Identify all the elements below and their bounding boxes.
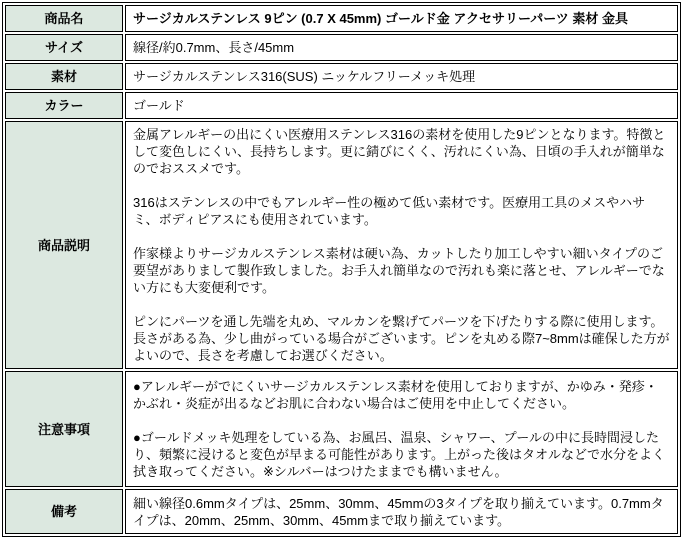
paragraph: 作家様よりサージカルステンレス素材は硬い為、カットしたり加工しやすい細いタイプのご要望がありまして製作致しました。お手入れ簡単なので汚れも楽に落とせ、アレルギーでない方にも大変便利です。 [133, 246, 665, 295]
paragraph: 細い線径0.6mmタイプは、25mm、30mm、45mmの3タイプを取り揃えています。0.7mmタイプは、20mm、25mm、30mm、45mmまで取り揃えています。 [133, 495, 664, 528]
paragraph: サージカルステンレス 9ピン (0.7 X 45mm) ゴールド金 アクセサリーパーツ 素材 金具 [133, 11, 629, 26]
row-value-description [125, 121, 678, 369]
row-value-color [125, 92, 678, 119]
paragraph: 金属アレルギーの出にくい医療用ステンレス316の素材を使用した9ピンとなります。特徴として変色しにくい、長持ちします。更に錆びにくく、汚れにくい為、日頃の手入れが簡単なのでおススメです。 [133, 127, 666, 176]
paragraph: ピンにパーツを通し先端を丸め、マルカンを繋げてパーツを下げたりする際に使用します。長さがある為、少し曲がっている場合がございます。ピンを丸める際7~8mmは確保した方がよいので、長さを考慮してお選びください。 [133, 314, 670, 363]
row-header-remarks: 備考 [5, 489, 123, 534]
row-header-cautions: 注意事項 [5, 371, 123, 487]
table-row-description [5, 121, 678, 369]
paragraph: ゴールド [133, 98, 185, 113]
table-row-remarks [5, 489, 678, 534]
row-header-material: 素材 [5, 63, 123, 90]
table-row-material [5, 63, 678, 90]
table-row-cautions [5, 371, 678, 487]
row-value-cautions [125, 371, 678, 487]
paragraph: サージカルステンレス316(SUS) ニッケルフリーメッキ処理 [133, 69, 476, 84]
row-header-description: 商品説明 [5, 121, 123, 369]
paragraph: ●ゴールドメッキ処理をしている為、お風呂、温泉、シャワー、プールの中に長時間浸したり、頻繁に浸けると変色が早まる可能性があります。上がった後はタオルなどで水分をよく拭き取ってください。※シルバーはつけたままでも構いません。 [133, 430, 665, 479]
paragraph: 316はステンレスの中でもアレルギー性の極めて低い素材です。医療用工具のメスやハサミ、ボディピアスにも使用されています。 [133, 195, 646, 227]
product-spec-table [2, 2, 681, 537]
table-row-size [5, 34, 678, 61]
row-value-size [125, 34, 678, 61]
table-row-product-name [5, 5, 678, 32]
row-value-remarks [125, 489, 678, 534]
paragraph: 線径/約0.7mm、長さ/45mm [133, 40, 295, 55]
paragraph: ●アレルギーがでにくいサージカルステンレス素材を使用しておりますが、かゆみ・発疹・かぶれ・炎症が出るなどお肌に合わない場合はご使用を中止してください。 [133, 379, 658, 411]
row-value-product-name [125, 5, 678, 32]
row-header-color: カラー [5, 92, 123, 119]
row-header-product-name: 商品名 [5, 5, 123, 32]
row-value-material [125, 63, 678, 90]
table-row-color [5, 92, 678, 119]
row-header-size: サイズ [5, 34, 123, 61]
